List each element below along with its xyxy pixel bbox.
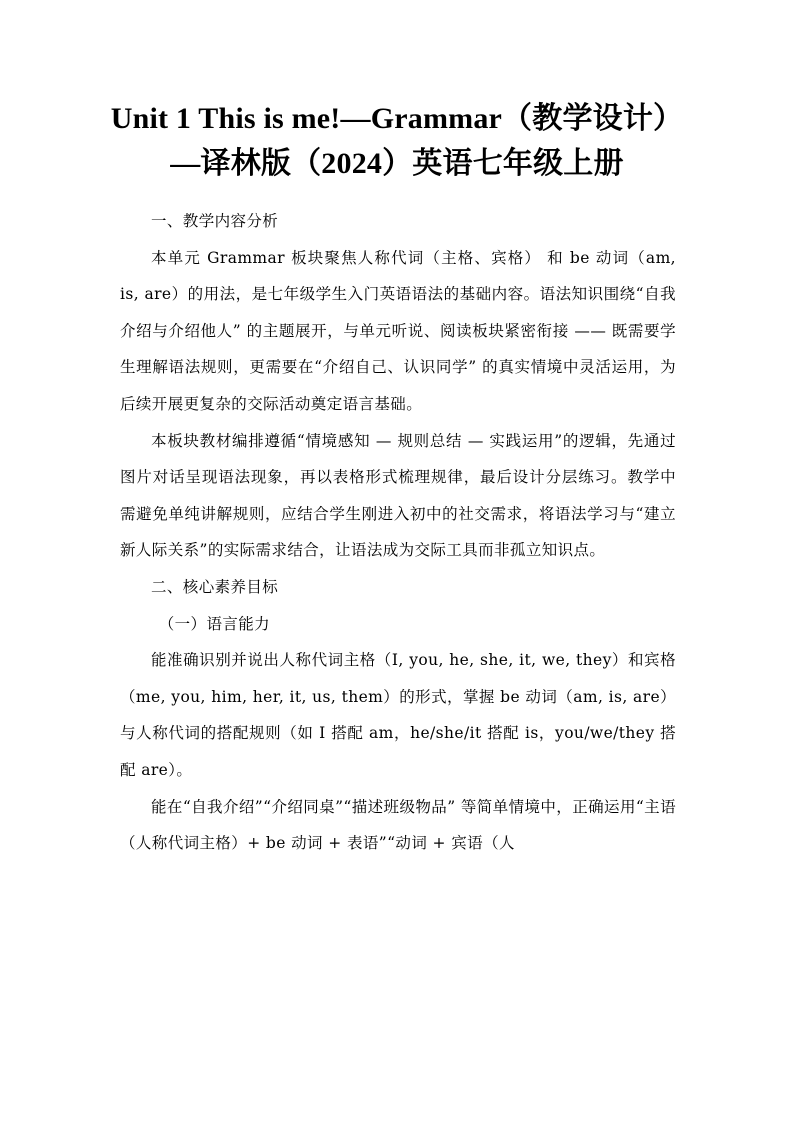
paragraph-grammar-focus: 本单元 Grammar 板块聚焦人称代词（主格、宾格） 和 be 动词（am, is, are）的用法，是七年级学生入门英语语法的基础内容。语法知识围绕“自我介绍与介绍他人” 的主题展开，与单元听说、阅读板块紧密衔接 —— 既需要学生理解语法规则，更需要在“介绍自己、认识同学” 的真实情境中灵活运用，为后续开展更复杂的交际活动奠定语言基础。 [120,248,676,413]
paragraph-teaching-logic: 本板块教材编排遵循“情境感知 — 规则总结 — 实践运用”的逻辑，先通过图片对话呈现语法现象，再以表格形式梳理规律，最后设计分层练习。教学中需避免单纯讲解规则，应结合学生刚进入初中的社交需求，将语法学习与“建立新人际关系”的实际需求结合，让语法成为交际工具而非孤立知识点。 [120,431,676,560]
paragraph-pronoun-forms: 能准确识别并说出人称代词主格（I, you, he, she, it, we, they）和宾格（me, you, him, her, it, us, them）的形式，掌握 be 动词（am, is, are）与人称代词的搭配规则（如 I 搭配 am，he/she/it 搭配 is，you/we/they 搭配 are）。 [120,651,676,779]
document-body [120,203,676,862]
section-heading-content-analysis: 一、教学内容分析 [151,212,279,230]
paragraph-context-use: 能在“自我介绍”“介绍同桌”“描述班级物品” 等简单情境中，正确运用“主语（人称代词主格）+ be 动词 + 表语”“动词 + 宾语（人 [120,797,676,853]
document-title: Unit 1 This is me!—Grammar（教学设计）—译林版（2024）英语七年级上册 [110,102,684,180]
section-heading-core-goals: 二、核心素养目标 [151,577,279,596]
subsection-heading-language-ability: （一）语言能力 [158,614,271,633]
